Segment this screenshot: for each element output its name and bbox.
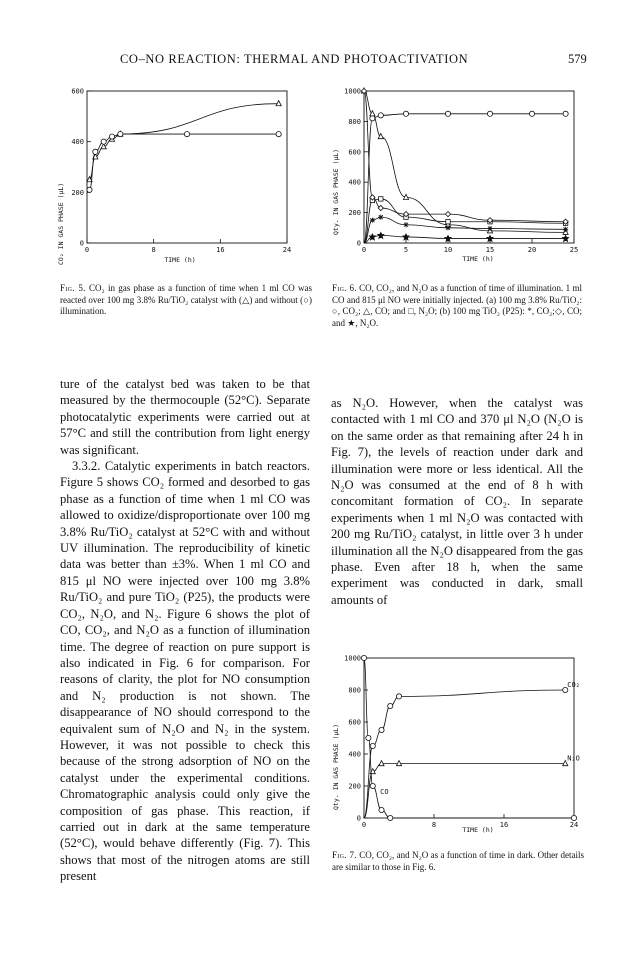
y-tick-label: 800 (348, 117, 361, 126)
series-line (364, 235, 566, 243)
running-title: CO–NO REACTION: THERMAL AND PHOTOACTIVATION (120, 52, 469, 66)
figure-7-xlabel: TIME (h) (462, 826, 494, 834)
plot-frame (364, 658, 574, 818)
y-tick-label: 600 (348, 148, 361, 157)
figure-5-chart (55, 85, 295, 265)
y-tick-label: 200 (348, 209, 361, 218)
data-point (487, 226, 492, 231)
y-tick-label: 400 (348, 178, 361, 187)
figure-7-caption-text: CO, CO₂, and N₂O as a function of time in dark. Other details are similar to those in Fig. 6. (332, 850, 585, 872)
data-point (369, 234, 375, 240)
y-tick-label: 200 (348, 782, 361, 791)
page-number: 579 (568, 52, 587, 66)
figure-6-caption (332, 283, 582, 329)
x-tick-label: 15 (485, 246, 495, 254)
data-point (563, 227, 568, 232)
paragraph: as N₂O. However, when the catalyst was contacted with 1 ml CO and 370 μl N₂O (N₂O is on the same order as that remaining after 24 h in Fig. 7), the levels of reaction under dark and illumination were more or less identical. All the N₂O was consumed at the end of 8 h with concomitant formation of CO₂. In separate experiments when 1 ml N₂O was contacted with 200 mg Ru/TiO₂ catalyst, in little over 3 h under illumination all the N₂O disappeared from the gas phase. Even after 18 h, when the same experiment was conducted in dark, small amounts of (331, 396, 583, 607)
data-point (563, 111, 568, 116)
data-point (396, 761, 401, 766)
data-point (388, 703, 393, 708)
x-tick-label: 10 (443, 246, 453, 254)
y-tick-label: 200 (71, 188, 84, 197)
x-tick-label: 24 (569, 821, 579, 829)
data-point (446, 220, 450, 224)
series-line (364, 690, 565, 818)
figure-7-caption (332, 850, 584, 873)
series-line (364, 764, 565, 818)
series-line (364, 658, 574, 818)
y-tick-label: 0 (356, 814, 361, 823)
data-point (87, 187, 92, 192)
figure-5 (55, 85, 295, 265)
data-point (379, 727, 384, 732)
x-tick-label: 5 (403, 246, 409, 254)
left-column (60, 376, 310, 885)
figure-5-caption-label: Fig. 5. (60, 283, 86, 293)
y-tick-label: 400 (71, 138, 84, 147)
y-tick-label: 600 (348, 718, 361, 727)
x-tick-label: 25 (569, 246, 579, 254)
figure-6-caption-label: Fig. 6. (332, 283, 357, 293)
data-point (361, 655, 366, 660)
y-tick-label: 1000 (344, 654, 361, 663)
figure-7 (328, 650, 588, 840)
figure-5-caption (60, 283, 312, 318)
right-column (331, 395, 583, 608)
series-label: CO₂ (567, 681, 580, 689)
figure-5-ylabel: CO₂ IN GAS PHASE (μL) (57, 182, 65, 265)
data-point (396, 694, 401, 699)
series-line (90, 104, 279, 180)
data-point (563, 235, 569, 241)
data-point (388, 815, 393, 820)
series-line (364, 91, 566, 222)
y-tick-label: 600 (71, 87, 84, 96)
series-line (90, 134, 279, 190)
data-point (378, 232, 384, 238)
data-point (379, 761, 384, 766)
paragraph: ture of the catalyst bed was taken to be that measured by the thermocouple (52°C). Separate photocatalytic experiments were carried out at 57°C and still the contribution from light energy was significant. (60, 377, 310, 457)
data-point (403, 222, 408, 227)
figure-5-caption-text: CO₂ in gas phase as a function of time when 1 ml CO was reacted over 100 mg 3.8% Ru/TiO₂ catalyst with (△) and without (○) illumination. (60, 283, 312, 316)
figure-6 (328, 85, 588, 265)
data-point (379, 197, 383, 201)
figure-6-xlabel: TIME (h) (462, 255, 494, 263)
figure-7-chart (328, 650, 588, 840)
x-tick-label: 8 (151, 246, 156, 254)
data-point (445, 111, 450, 116)
data-point (445, 212, 450, 217)
y-tick-label: 800 (348, 686, 361, 695)
figure-5-xlabel: TIME (h) (164, 256, 196, 264)
data-point (378, 205, 383, 210)
y-tick-label: 1000 (344, 87, 361, 96)
data-point (276, 131, 281, 136)
data-point (101, 139, 106, 144)
data-point (378, 113, 383, 118)
data-point (366, 735, 371, 740)
x-tick-label: 16 (216, 246, 225, 254)
series-label: CO (380, 788, 389, 796)
figure-6-caption-text: CO, CO₂, and N₂O as a function of time of illumination. 1 ml CO and 815 μl NO were initially injected. (a) 100 mg 3.8% Ru/TiO₂: ○, CO₂; △, CO; and □, N₂O; (b) 100 mg TiO₂ (P25): *, CO₂;◇, CO; and ★, N₂O. (332, 283, 583, 328)
plot-frame (87, 91, 287, 243)
data-point (529, 111, 534, 116)
data-point (276, 101, 281, 106)
x-tick-label: 0 (361, 821, 367, 829)
figure-6-chart (328, 85, 588, 265)
figure-6-ylabel: Qty. IN GAS PHASE (μL) (332, 148, 340, 235)
x-tick-label: 20 (527, 246, 537, 254)
data-point (118, 131, 123, 136)
data-point (445, 225, 450, 230)
x-tick-label: 0 (84, 246, 90, 254)
series-label: N₂O (567, 754, 580, 763)
data-point (378, 215, 383, 220)
data-point (370, 783, 375, 788)
figure-7-ylabel: Qty. IN GAS PHASE (μL) (332, 723, 340, 810)
x-tick-label: 0 (361, 246, 367, 254)
paragraph: 3.3.2. Catalytic experiments in batch reactors. Figure 5 shows CO₂ formed and desorbed to gas phase as a function of time when 1 ml CO was allowed to oxidize/disproportionate over 100 mg 3.8% Ru/TiO₂ catalyst at 52°C with and without UV illumination. The reproducibility of kinetic data was better than ±3%. When 1 ml CO and 815 μl NO were injected over 100 mg 3.8% Ru/TiO₂ and pure TiO₂ (P25), the products were CO₂, N₂O, and N₂. Figure 6 shows the plot of CO, CO₂, and N₂O as a function of illumination time. The degree of reaction on pure support is also indicated in Fig. 6 for comparison. For reasons of clarity, the plot for NO consumption and N₂ production is not shown. The disappearance of NO should correspond to the equivalent sum of N₂O and N₂ in the system. However, it was not possible to check this because of the strong adsorption of NO on the catalyst under the experimental conditions. Chromatographic analysis could only give the composition of gas phase. This reaction, if carried out in dark at the same temperature (52°C), would behave differently (Fig. 7). This shows that most of the nitrogen atoms are still present (60, 459, 310, 884)
y-tick-label: 0 (79, 239, 84, 248)
running-header (0, 52, 635, 72)
x-tick-label: 24 (282, 246, 292, 254)
data-point (571, 815, 576, 820)
data-point (93, 149, 98, 154)
data-point (370, 743, 375, 748)
data-point (184, 131, 189, 136)
y-tick-label: 0 (356, 239, 361, 248)
figure-7-caption-label: Fig. 7. (332, 850, 357, 860)
data-point (109, 134, 114, 139)
y-tick-label: 400 (348, 750, 361, 759)
x-tick-label: 8 (431, 821, 437, 829)
x-tick-label: 16 (499, 821, 509, 829)
series-line (364, 114, 566, 243)
data-point (370, 218, 375, 223)
data-point (403, 111, 408, 116)
data-point (487, 111, 492, 116)
data-point (379, 807, 384, 812)
